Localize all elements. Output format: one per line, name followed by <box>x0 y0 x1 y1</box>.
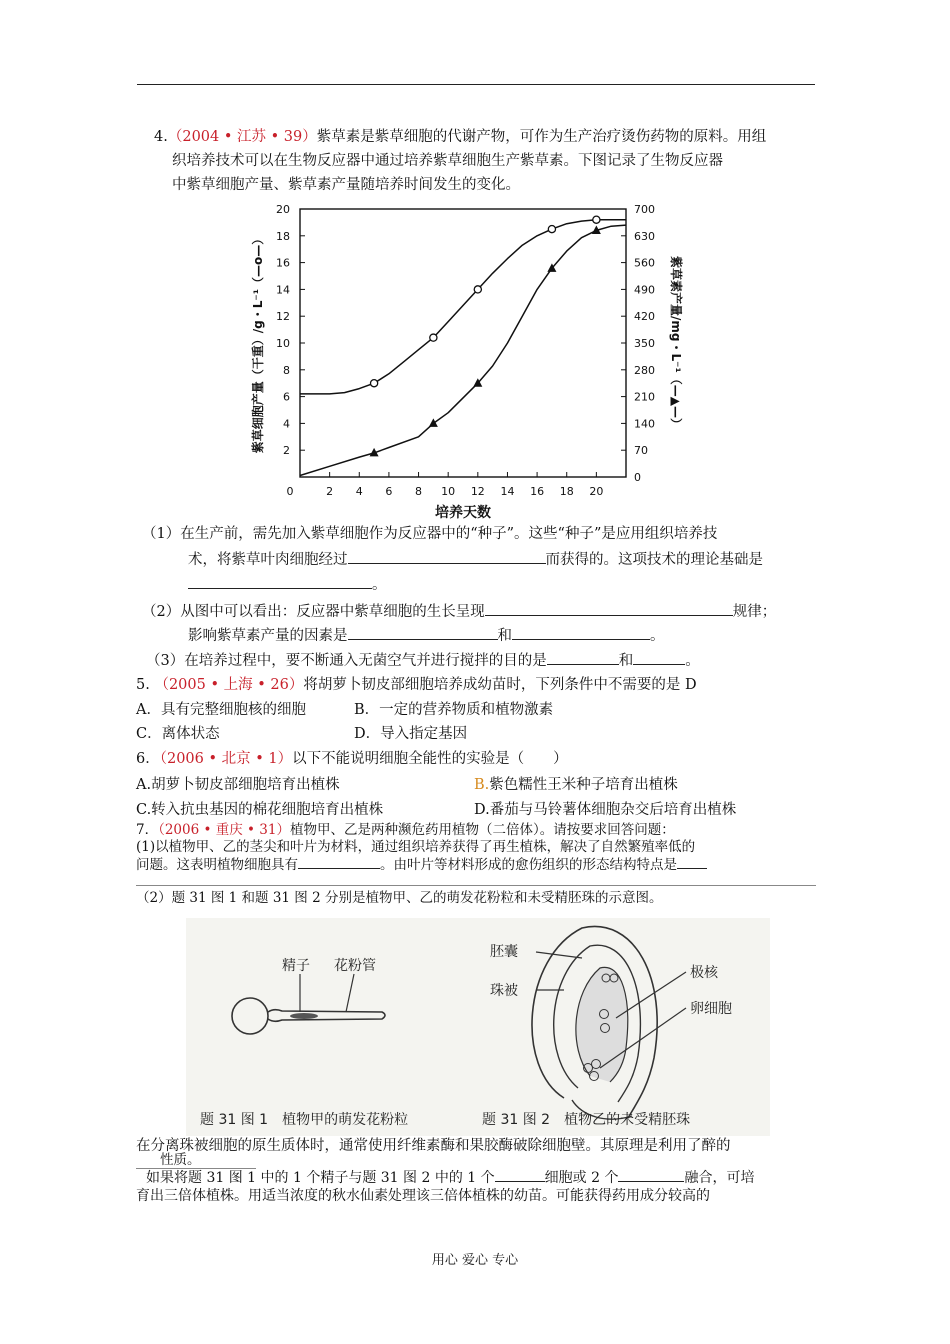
y-left-tick-label: 16 <box>276 256 290 270</box>
y-right-tick-label: 70 <box>634 444 648 458</box>
q4-sub1-line3: 。 <box>188 574 387 595</box>
x-tick-label: 20 <box>589 485 604 498</box>
answer-blank[interactable] <box>618 1169 684 1182</box>
label-pollen-tube: 花粉管 <box>334 958 376 974</box>
q6-option-d: D.番茄与马铃薯体细胞杂交后培育出植株 <box>474 802 737 818</box>
y-left-tick-label: 4 <box>283 417 290 431</box>
y-right-tick-label: 140 <box>634 417 655 431</box>
q5-option-d: D．导入指定基因 <box>354 726 468 742</box>
x-tick-label: 18 <box>559 485 574 498</box>
q7-part4-line1: 如果将题 31 图 1 中的 1 个精子与题 31 图 2 中的 1 个 细胞或 2 个 融合，可培 <box>146 1170 755 1186</box>
q7-part3-line2: 性质。 <box>160 1152 201 1168</box>
series-line-2 <box>300 225 626 475</box>
q5-option-b: B．一定的营养物质和植物激素 <box>354 702 554 718</box>
label-egg-cell: 卵细胞 <box>690 1001 732 1017</box>
x-tick-label: 2 <box>326 485 334 498</box>
page-footer: 用心 爱心 专心 <box>431 1253 519 1268</box>
y-left-tick-label: 10 <box>276 337 290 350</box>
label-integument: 珠被 <box>490 983 518 999</box>
answer-line <box>136 885 816 886</box>
q7-part2: （2）题 31 图 1 和题 31 图 2 分别是植物甲、乙的萌发花粉粒和未受精胚珠的示意图。 <box>136 890 663 906</box>
q4-line1: 4.（2004 • 江苏 • 39）紫草素是紫草细胞的代谢产物，可作为生产治疗烫伤药物的原料。用组 <box>154 129 767 145</box>
pollen-grain-diagram <box>200 957 408 1128</box>
q7-stem: 7．（2006 • 重庆 • 31）植物甲、乙是两种濒危药用植物（二倍体）。请按要求回答问题： <box>136 822 675 838</box>
q4-sub2-line2: 影响紫草素产量的因素是 和 。 <box>188 625 665 646</box>
y-right-tick-label: 420 <box>634 310 655 324</box>
y-left-tick-label: 18 <box>276 229 290 243</box>
x-tick-label: 14 <box>500 485 515 498</box>
y-left-tick-label: 14 <box>276 283 290 297</box>
x-tick-label: 8 <box>415 485 423 498</box>
x-tick-label: 12 <box>470 485 485 498</box>
data-point-circle <box>593 216 600 223</box>
q6-option-c: C.转入抗虫基因的棉花细胞培育出植株 <box>136 802 384 818</box>
y-left-tick-label: 12 <box>276 310 290 324</box>
figure2-caption: 题 31 图 2 植物乙的未受精胚珠 <box>482 1112 691 1128</box>
data-point-circle <box>548 226 555 233</box>
pollen-ovule-figure <box>186 918 770 1136</box>
q6-stem: 6．（2006 • 北京 • 1）以下不能说明细胞全能性的实验是（ ） <box>136 751 568 767</box>
series-line-1 <box>300 220 626 394</box>
growth-chart <box>240 195 700 525</box>
answer-blank[interactable] <box>677 856 707 869</box>
q4-source: （2004 • 江苏 • 39） <box>167 129 317 145</box>
x-axis-label: 培养天数 <box>435 505 491 521</box>
y-right-tick-label: 280 <box>634 363 655 377</box>
q5-stem: 5. （2005 • 上海 • 26）将胡萝卜韧皮部细胞培养成幼苗时，下列条件中不需要的是 D <box>136 677 697 693</box>
q5-option-a: A．具有完整细胞核的细胞 <box>136 702 306 718</box>
figure-panel <box>186 918 770 1136</box>
y-left-tick-label: 20 <box>276 203 290 216</box>
q5-option-c: C．离体状态 <box>136 726 220 742</box>
y-right-tick-label: 700 <box>634 203 655 216</box>
ovule-diagram <box>482 927 732 1128</box>
answer-blank[interactable] <box>348 549 546 564</box>
y-right-tick-label: 210 <box>634 390 655 404</box>
x-tick-label: 10 <box>441 485 456 498</box>
x-tick-label: 4 <box>355 485 363 498</box>
y-left-tick-label: 8 <box>283 363 290 377</box>
data-point-circle <box>430 334 437 341</box>
q4-sub2-line1: （2）从图中可以看出：反应器中紫草细胞的生长呈现 规律； <box>142 601 776 622</box>
q7-part3-line1: 在分离珠被细胞的原生质体时，通常使用纤维素酶和果胶酶破除细胞壁。其原理是利用了醉的 <box>136 1138 731 1154</box>
answer-blank[interactable] <box>495 1169 545 1182</box>
answer-blank[interactable] <box>348 625 498 640</box>
y-right-tick-label: 630 <box>634 229 655 243</box>
y-left-axis-label: 紫草细胞产量（干重）/g・L⁻¹（—o—） <box>251 232 265 454</box>
q4-line3: 中紫草细胞产量、紫草素产量随培养时间发生的变化。 <box>172 177 520 193</box>
y-left-tick-label: 2 <box>283 444 290 458</box>
answer-blank[interactable] <box>633 650 685 665</box>
y-left-tick-label: 6 <box>283 390 290 404</box>
data-point-circle <box>370 380 377 387</box>
data-point-circle <box>474 286 481 293</box>
label-embryo-sac: 胚囊 <box>490 944 518 960</box>
y-right-tick-label: 350 <box>634 337 655 350</box>
answer-blank[interactable] <box>298 856 380 869</box>
y-right-tick-label: 490 <box>634 283 655 297</box>
label-polar-nuclei: 极核 <box>690 965 718 981</box>
q4-sub1-line1: （1）在生产前，需先加入紫草细胞作为反应器中的“种子”。这些“种子”是应用组织培养技 <box>142 526 718 542</box>
y-right-tick-label: 560 <box>634 256 655 270</box>
q4-sub1-line2: 术，将紫草叶肉细胞经过 而获得的。这项技术的理论基础是 <box>188 549 763 570</box>
q6-option-b: B.紫色糯性王米种子培育出植株 <box>474 777 678 793</box>
answer-blank[interactable] <box>485 601 733 616</box>
q7-part4-line2: 育出三倍体植株。用适当浓度的秋水仙素处理该三倍体植株的幼苗。可能获得药用成分较高的 <box>136 1188 710 1204</box>
q7-part1-line1: (1)以植物甲、乙的茎尖和叶片为材料，通过组织培养获得了再生植株，解决了自然繁殖率低的 <box>136 839 696 855</box>
q4-line2: 织培养技术可以在生物反应器中通过培养紫草细胞生产紫草素。下图记录了生物反应器 <box>172 153 723 169</box>
figure1-caption: 题 31 图 1 植物甲的萌发花粉粒 <box>200 1112 409 1128</box>
label-sperm: 精子 <box>282 958 310 974</box>
y-right-tick-label: 0 <box>634 471 641 484</box>
answer-blank[interactable] <box>188 574 372 589</box>
q7-part1-line2: 问题。这表明植物细胞具有 。由叶片等材料形成的愈伤组织的形态结构特点是 <box>136 856 707 874</box>
q4-sub3: （3）在培养过程中，要不断通入无菌空气并进行搅拌的目的是 和 。 <box>146 650 700 671</box>
x-tick-label: 16 <box>530 485 545 498</box>
data-point-triangle <box>429 418 438 427</box>
header-rule <box>137 84 815 85</box>
y-right-axis-label: 紫草素产量/mg・L⁻¹（—▲—） <box>669 256 683 430</box>
x-tick-label: 0 <box>286 485 294 498</box>
answer-blank[interactable] <box>547 650 619 665</box>
plot-frame <box>300 209 626 477</box>
answer-blank[interactable] <box>512 625 650 640</box>
q4-number: 4. <box>154 129 168 145</box>
x-tick-label: 6 <box>385 485 393 498</box>
q6-option-a: A.胡萝卜韧皮部细胞培育出植株 <box>136 777 340 793</box>
